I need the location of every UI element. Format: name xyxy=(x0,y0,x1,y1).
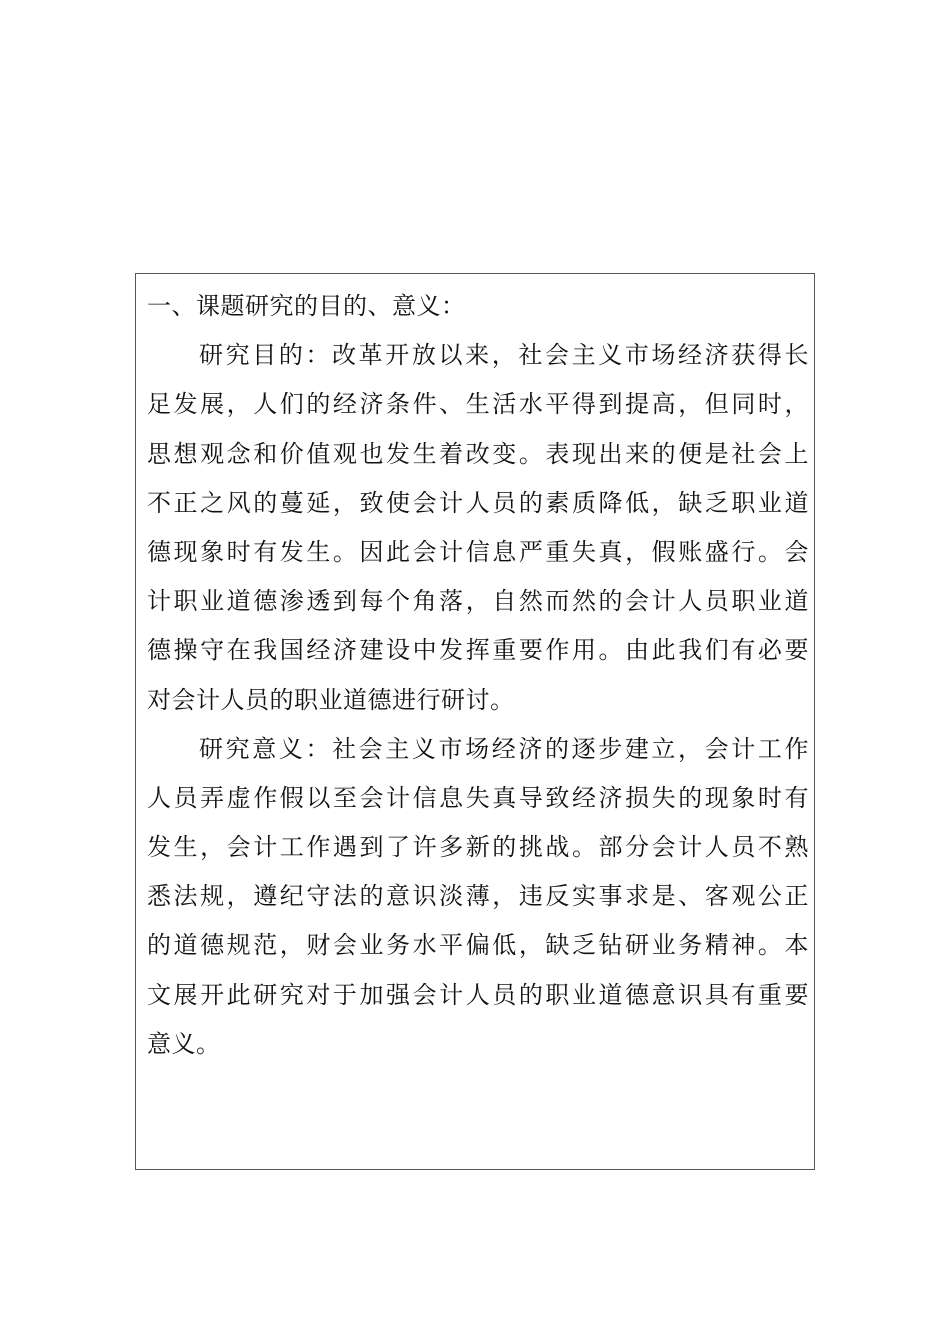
paragraph-line: 对会计人员的职业道德进行研讨。 xyxy=(147,685,515,714)
paragraph-line: 不正之风的蔓延，致使会计人员的素质降低，缺乏职业道 xyxy=(147,488,809,517)
purpose-paragraph xyxy=(147,331,809,725)
text-block xyxy=(147,282,809,1069)
paragraph-line: 悉法规，遵纪守法的意识淡薄，违反实事求是、客观公正 xyxy=(147,882,809,911)
paragraph-line: 足发展，人们的经济条件、生活水平得到提高，但同时， xyxy=(147,390,809,419)
paragraph-line: 思想观念和价值观也发生着改变。表现出来的便是社会上 xyxy=(147,439,809,468)
paragraph-line: 文展开此研究对于加强会计人员的职业道德意识具有重要 xyxy=(147,980,809,1009)
paragraph-line: 人员弄虚作假以至会计信息失真导致经济损失的现象时有 xyxy=(147,783,809,812)
significance-paragraph xyxy=(147,725,809,1069)
paragraph-line: 计职业道德渗透到每个角落，自然而然的会计人员职业道 xyxy=(147,587,809,616)
content-box xyxy=(135,273,815,1170)
paragraph-line: 意义。 xyxy=(147,1029,221,1058)
paragraph-line: 研究目的：改革开放以来，社会主义市场经济获得长 xyxy=(199,341,809,370)
paragraph-line: 的道德规范，财会业务水平偏低，缺乏钻研业务精神。本 xyxy=(147,931,809,960)
paragraph-line: 研究意义：社会主义市场经济的逐步建立，会计工作 xyxy=(199,734,809,763)
paragraph-line: 发生，会计工作遇到了许多新的挑战。部分会计人员不熟 xyxy=(147,833,809,862)
paragraph-line: 德现象时有发生。因此会计信息严重失真，假账盛行。会 xyxy=(147,537,809,566)
section-heading: 一、课题研究的目的、意义： xyxy=(147,292,466,320)
paragraph-line: 德操守在我国经济建设中发挥重要作用。由此我们有必要 xyxy=(147,636,809,665)
